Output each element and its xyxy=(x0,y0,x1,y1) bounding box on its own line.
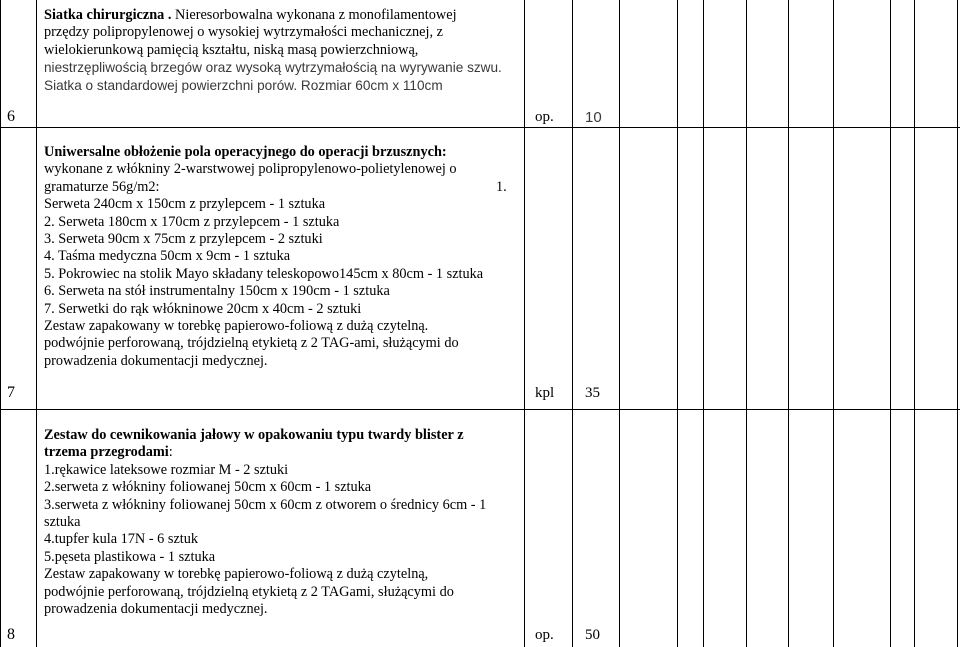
column-rule xyxy=(0,0,1,647)
description-line xyxy=(44,427,524,444)
description-line: przędzy polipropylenowej o wysokiej wytrzymałości mechanicznej, z xyxy=(44,24,443,41)
description-line: podwójnie perforowaną, trójdzielną etykietą z 2 TAG-ami, służącymi do xyxy=(44,335,459,352)
item-description xyxy=(44,144,524,370)
column-rule xyxy=(524,0,525,647)
row-number: 7 xyxy=(7,384,15,401)
column-rule xyxy=(572,0,573,647)
column-rule xyxy=(703,0,704,647)
quantity-cell: 35 xyxy=(585,385,600,401)
description-line xyxy=(44,7,524,24)
description-line: 6. Serweta na stół instrumentalny 150cm x 190cm - 1 sztuka xyxy=(44,283,390,300)
column-rule xyxy=(788,0,789,647)
column-rule xyxy=(957,0,958,647)
item-name: Siatka chirurgiczna . xyxy=(44,7,172,23)
item-name: Uniwersalne obłożenie pola operacyjnego do operacji brzusznych: xyxy=(44,144,447,160)
description-line: prowadzenia dokumentacji medycznej. xyxy=(44,601,268,618)
description-line: wykonane z włókniny 2-warstwowej polipropylenowo-polietylenowej o xyxy=(44,161,457,178)
description-line: sztuka xyxy=(44,514,81,531)
column-rule xyxy=(746,0,747,647)
quantity-cell: 10 xyxy=(585,109,602,126)
line-text: : xyxy=(168,444,173,461)
item-description xyxy=(44,427,524,618)
description-line: Zestaw zapakowany w torebkę papierowo-foliową z dużą czytelną. xyxy=(44,318,429,335)
description-line: prowadzenia dokumentacji medycznej. xyxy=(44,352,268,369)
unit-cell: kpl xyxy=(535,385,555,401)
description-line: 3.serweta z włókniny foliowanej 50cm x 60cm z otworem o średnicy 6cm - 1 xyxy=(44,496,487,513)
description-line: Siatka o standardowej powierzchni porów. Rozmiar 60cm x 110cm xyxy=(44,77,443,93)
description-line: 7. Serwetki do rąk włókninowe 20cm x 40cm - 2 sztuki xyxy=(44,300,362,317)
row-rule xyxy=(0,409,960,410)
description-line: 4. Taśma medyczna 50cm x 9cm - 1 sztuka xyxy=(44,248,291,265)
column-rule xyxy=(677,0,678,647)
line-text-right: 1. xyxy=(496,178,507,195)
item-name: trzema przegrodami xyxy=(44,444,169,461)
description-line: niestrzępliwością brzegów oraz wysoką wytrzymałością na wyrywanie szwu. xyxy=(44,60,502,76)
row-rule xyxy=(0,127,960,128)
row-number: 6 xyxy=(7,108,15,125)
column-rule xyxy=(36,0,37,647)
description-line: 4.tupfer kula 17N - 6 sztuk xyxy=(44,531,199,548)
unit-cell: op. xyxy=(535,109,554,125)
description-line: Zestaw zapakowany w torebkę papierowo-foliową z dużą czytelną, xyxy=(44,566,429,583)
description-line: 5. Pokrowiec na stolik Mayo składany teleskopowo145cm x 80cm - 1 sztuka xyxy=(44,265,484,282)
quantity-cell: 50 xyxy=(585,627,600,643)
description-line: 2. Serweta 180cm x 170cm z przylepcem - 1 sztuka xyxy=(44,213,340,230)
column-rule xyxy=(833,0,834,647)
line-text: Nieresorbowalna wykonana z monofilamentowej xyxy=(171,7,457,23)
description-line xyxy=(44,144,524,161)
description-line: 3. Serweta 90cm x 75cm z przylepcem - 2 sztuki xyxy=(44,231,323,248)
description-line: 1.rękawice lateksowe rozmiar M - 2 sztuki xyxy=(44,461,289,478)
row-number: 8 xyxy=(7,626,15,643)
column-rule xyxy=(619,0,620,647)
description-line: wielokierunkową pamięcią kształtu, niską masą powierzchniową, xyxy=(44,41,419,58)
description-line: 5.pęseta plastikowa - 1 sztuka xyxy=(44,548,216,565)
column-rule xyxy=(890,0,891,647)
item-description xyxy=(44,7,524,94)
column-rule xyxy=(914,0,915,647)
description-line: Serweta 240cm x 150cm z przylepcem - 1 sztuka xyxy=(44,196,326,213)
description-line: 2.serweta z włókniny foliowanej 50cm x 60cm - 1 sztuka xyxy=(44,479,372,496)
unit-cell: op. xyxy=(535,627,554,643)
item-name: Zestaw do cewnikowania jałowy w opakowaniu typu twardy blister z xyxy=(44,427,464,443)
line-text: gramaturze 56g/m2: xyxy=(44,178,160,195)
description-line: podwójnie perforowaną, trójdzielną etykietą z 2 TAGami, służącymi do xyxy=(44,583,454,600)
description-line xyxy=(44,444,524,461)
description-line xyxy=(44,179,524,196)
